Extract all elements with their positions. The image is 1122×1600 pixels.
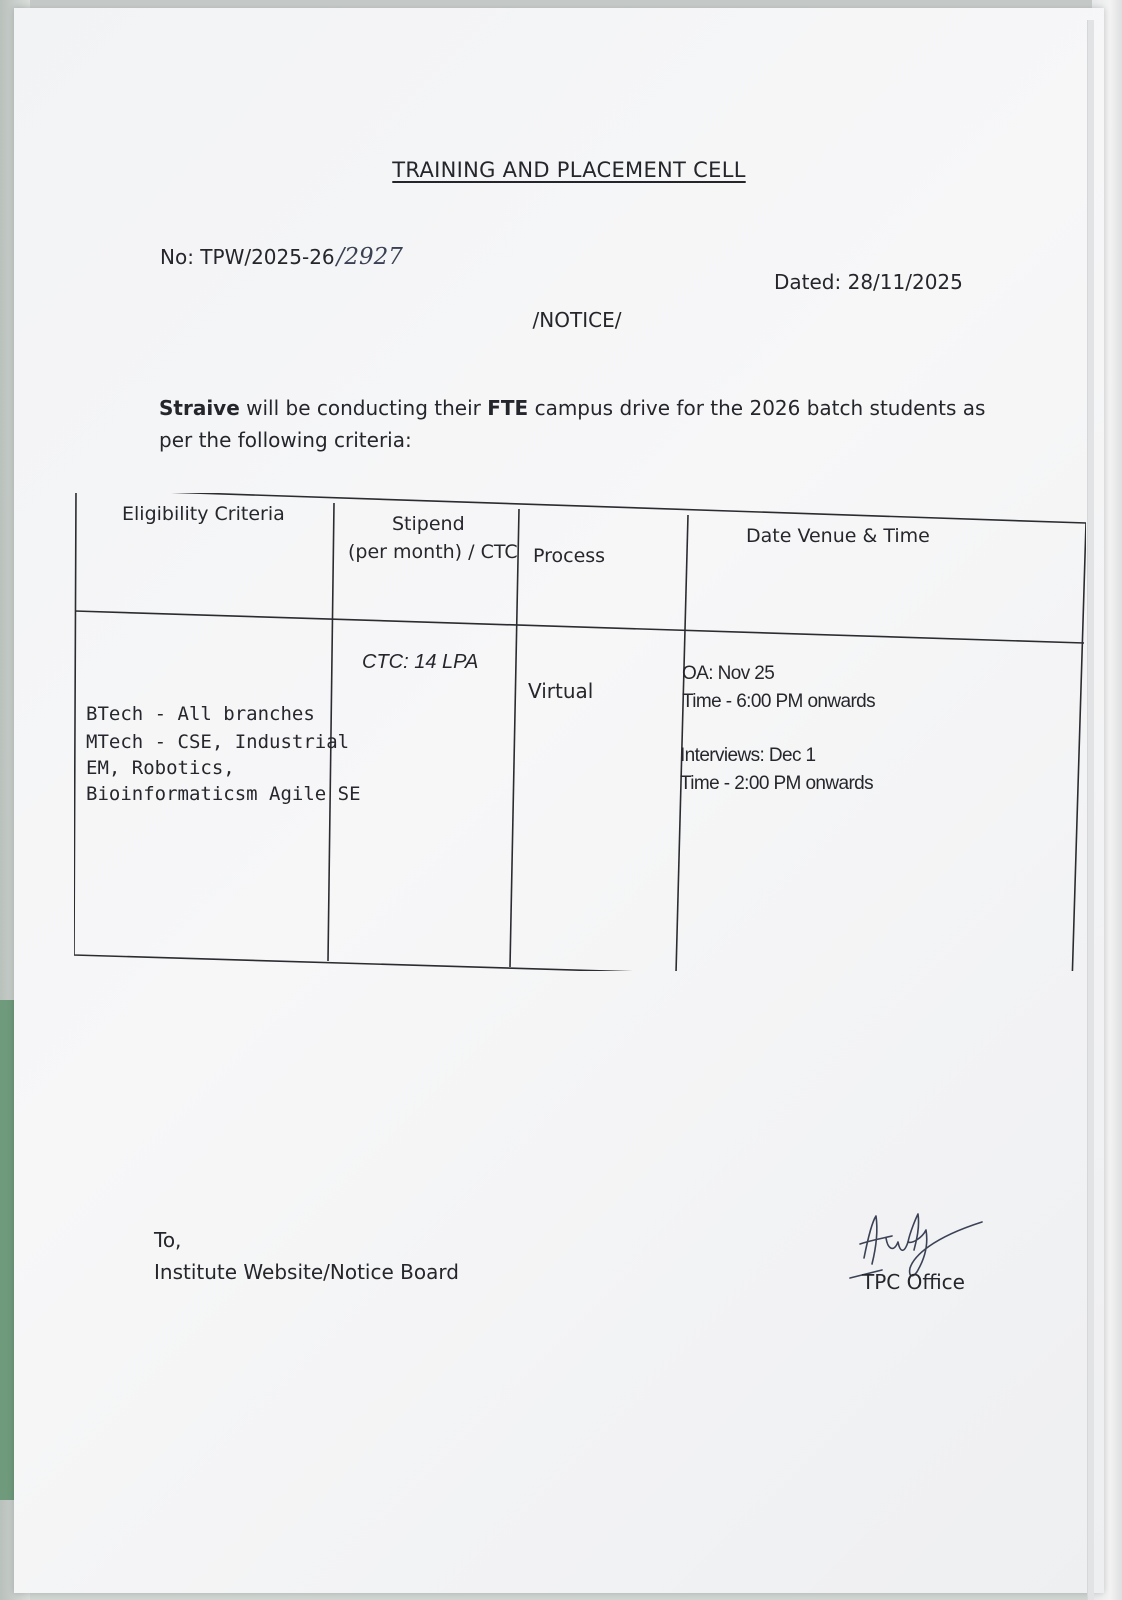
reference-number: [160, 244, 403, 270]
notice-label: /NOTICE/: [532, 308, 622, 332]
eligibility-line-3: EM, Robotics,: [86, 757, 235, 779]
criteria-table: [74, 493, 1086, 971]
company-name: Straive: [159, 396, 240, 420]
reference-number-handwritten: /2927: [336, 244, 403, 270]
eligibility-line-4: Bioinformaticsm Agile SE: [86, 783, 361, 805]
background-left-green: [0, 1000, 14, 1500]
header-date-venue-time: Date Venue & Time: [746, 525, 930, 547]
intro-paragraph: [159, 392, 1009, 456]
process-value: Virtual: [528, 679, 594, 703]
schedule-oa: OA: Nov 25: [682, 663, 775, 684]
date-line: Dated: 28/11/2025: [774, 270, 963, 294]
header-stipend-line1: Stipend: [392, 513, 465, 535]
document-heading: TRAINING AND PLACEMENT CELL: [392, 158, 746, 182]
ctc-value: CTC: 14 LPA: [362, 651, 479, 673]
notice-paper: [14, 8, 1104, 1593]
table-column-divider-3: [676, 515, 688, 971]
header-process: Process: [533, 545, 606, 567]
table-column-divider-2: [510, 509, 519, 967]
eligibility-line-1: BTech - All branches: [86, 703, 315, 725]
table-header-divider: [75, 611, 1084, 643]
addressee-recipient: Institute Website/Notice Board: [154, 1260, 459, 1284]
drive-type: FTE: [487, 396, 529, 420]
addressee-block: [154, 1224, 459, 1288]
eligibility-line-2: MTech - CSE, Industrial: [86, 731, 350, 753]
schedule-interviews: Interviews: Dec 1: [680, 745, 816, 766]
addressee-to: To,: [154, 1228, 182, 1252]
signatory-label: TPC Office: [862, 1270, 965, 1294]
schedule-interviews-time: Time - 2:00 PM onwards: [680, 773, 874, 794]
reference-number-printed: No: TPW/2025-26: [160, 245, 335, 269]
intro-part2: campus drive for the 2026 batch students as per the following criteria:: [159, 396, 986, 452]
intro-part1: will be conducting their: [239, 396, 488, 420]
paper-edge: [1087, 20, 1094, 1600]
header-stipend-line2: (per month) / CTC: [348, 541, 518, 563]
header-eligibility: Eligibility Criteria: [122, 503, 285, 525]
schedule-oa-time: Time - 6:00 PM onwards: [682, 691, 876, 712]
